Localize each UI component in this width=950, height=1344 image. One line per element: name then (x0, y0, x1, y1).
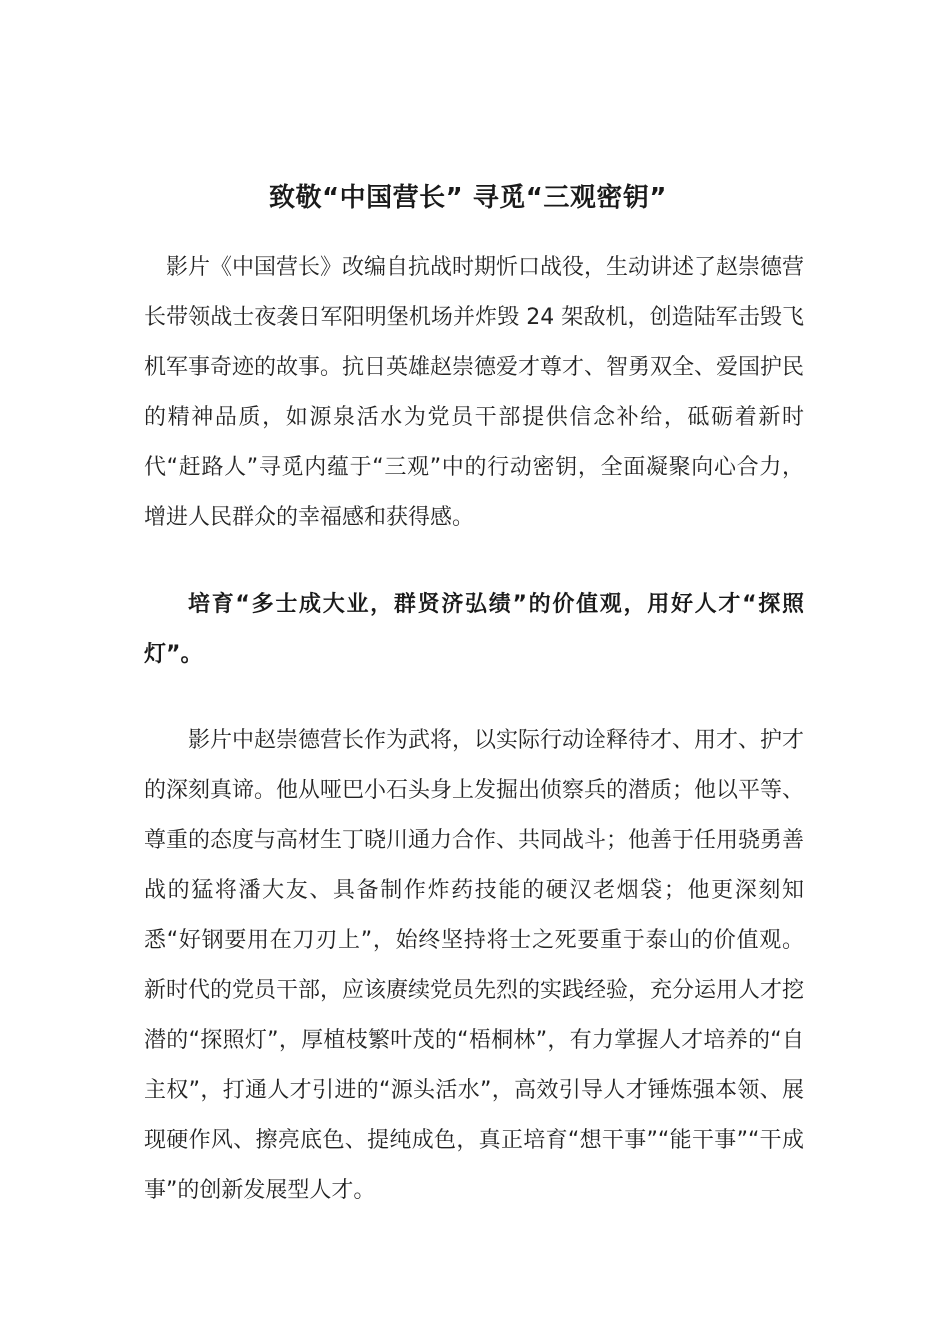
document-title: 致敬“中国营长” 寻觅“三观密钥” (269, 183, 667, 214)
body-paragraph: 影片中赵崇德营长作为武将，以实际行动诠释待才、用才、护才的深刻真谛。他从哑巴小石头身上发掘出侦察兵的潜质；他以平等、尊重的态度与高材生丁晓川通力合作、共同战斗；他善于任用骁勇善战的猛将潘大友、具备制作炸药技能的硬汉老烟袋；他更深刻知悉“好钢要用在刀刃上”，始终坚持将士之死要重于泰山的价值观。新时代的党员干部，应该赓续党员先烈的实践经验，充分运用人才挖潜的“探照灯”，厚植枝繁叶茂的“梧桐林”，有力掌握人才培养的“自主权”，打通人才引进的“源头活水”，高效引导人才锤炼强本领、展现硬作风、擦亮底色、提纯成色，真正培育“想干事”“能干事”“干成事”的创新发展型人才。 (144, 728, 805, 1203)
intro-paragraph: 影片《中国营长》改编自抗战时期忻口战役，生动讲述了赵崇德营长带领战士夜袭日军阳明堡机场并炸毁 24 架敌机，创造陆军击毁飞机军事奇迹的故事。抗日英雄赵崇德爱才尊才、智勇双全、爱国护民的精神品质，如源泉活水为党员干部提供信念补给，砥砺着新时代“赶路人”寻觅内蕴于“三观”中的行动密钥，全面凝聚向心合力，增进人民群众的幸福感和获得感。 (144, 255, 805, 530)
section-heading-paragraph: 培育“多士成大业，群贤济弘绩”的价值观，用好人才“探照灯”。 (144, 592, 804, 667)
